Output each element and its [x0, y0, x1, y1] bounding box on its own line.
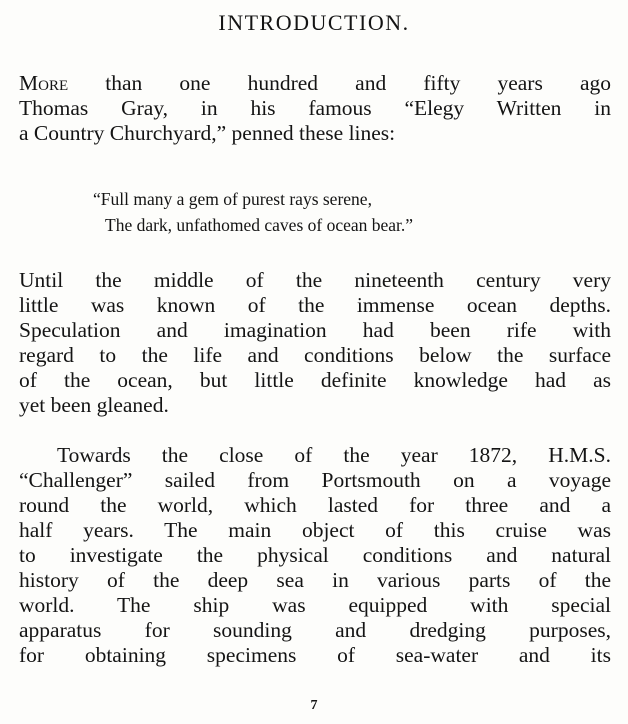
paragraph-history — [19, 268, 611, 418]
paragraph-line: for obtaining specimens of sea-water and its — [19, 643, 611, 667]
lead-word: More — [19, 71, 69, 95]
paragraph-line — [19, 71, 611, 96]
paragraph-line: to investigate the physical conditions and natural — [19, 543, 611, 567]
paragraph-opening — [19, 71, 611, 146]
verse-quotation — [93, 186, 593, 238]
paragraph-line: yet been gleaned. — [19, 393, 169, 417]
paragraph-line: little was known of the immense ocean depths. — [19, 293, 611, 317]
chapter-heading: INTRODUCTION. — [218, 10, 410, 35]
paragraph-line: Speculation and imagination had been rife with — [19, 318, 611, 342]
paragraph-line: a Country Churchyard,” penned these lines: — [19, 121, 396, 145]
paragraph-line: half years. The main object of this cruise was — [19, 518, 611, 542]
paragraph-line: apparatus for sounding and dredging purposes, — [19, 618, 611, 642]
paragraph-line: world. The ship was equipped with special — [19, 593, 611, 617]
page-number: 7 — [310, 698, 318, 713]
paragraph-line: “Challenger” sailed from Portsmouth on a voyage — [19, 468, 611, 492]
verse-line: The dark, unfathomed caves of ocean bear.” — [105, 215, 414, 235]
line-text: than one hundred and fifty years ago — [68, 71, 611, 95]
paragraph-line: Towards the close of the year 1872, H.M.S. — [57, 443, 611, 467]
paragraph-line: history of the deep sea in various parts of the — [19, 568, 611, 592]
paragraph-line: Thomas Gray, in his famous “Elegy Written in — [19, 96, 611, 120]
paragraph-line: regard to the life and conditions below the surface — [19, 343, 611, 367]
paragraph-challenger — [19, 443, 611, 668]
paragraph-line: round the world, which lasted for three and a — [19, 493, 611, 517]
verse-line: “Full many a gem of purest rays serene, — [93, 189, 372, 209]
paragraph-line: of the ocean, but little definite knowledge had as — [19, 368, 611, 392]
paragraph-line: Until the middle of the nineteenth century very — [19, 268, 611, 292]
